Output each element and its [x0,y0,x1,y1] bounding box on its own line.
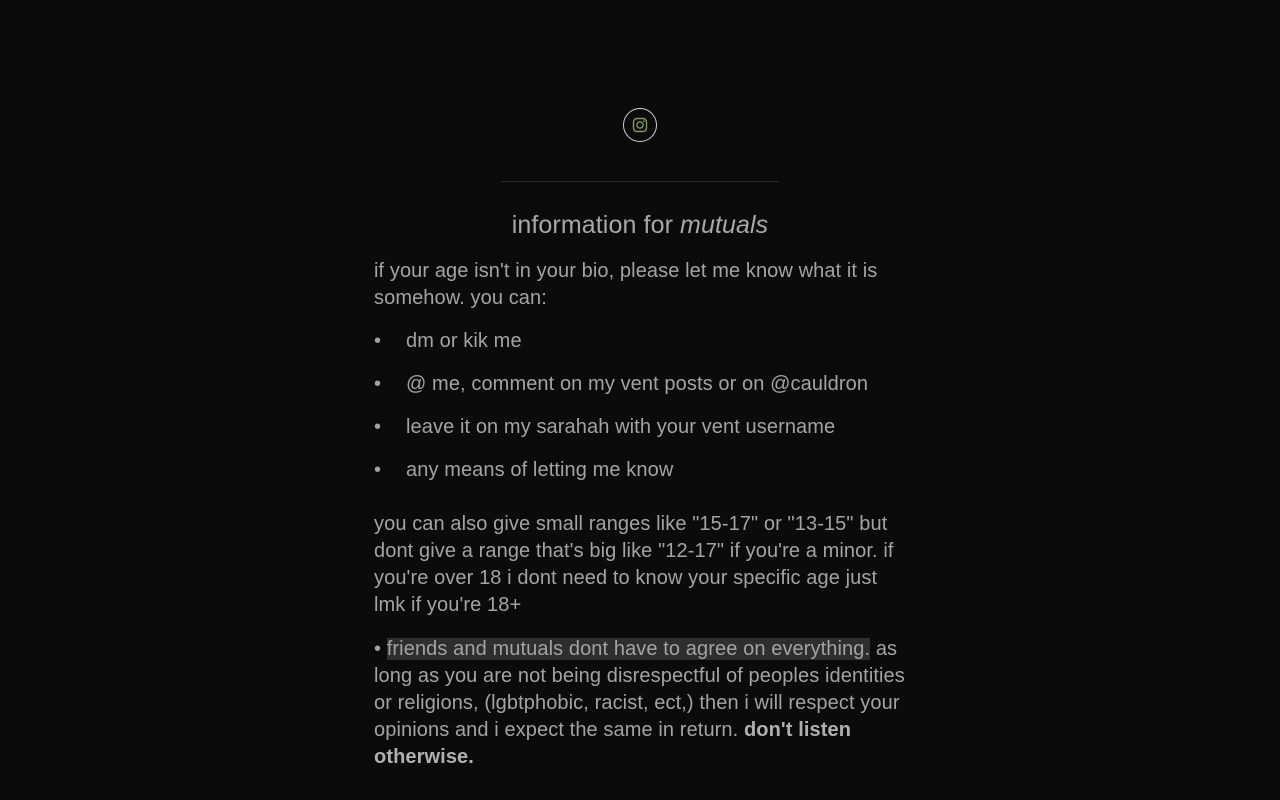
list-item-text: leave it on my sarahah with your vent username [406,416,836,438]
intro-paragraph: if your age isn't in your bio, please let me know what it is somehow. you can: [374,260,878,309]
bullet: • [374,373,382,395]
bullet: • [374,416,382,438]
bullet: • [374,330,382,352]
bullet: • [374,459,382,481]
ranges-paragraph: you can also give small ranges like "15-17" or "13-15" but dont give a range that's big like "12-17" if you're a minor. if you're over 18 i dont need to know your specific age just lmk if you're 18+ [374,513,894,616]
list-item [374,328,906,355]
list-item-text: @ me, comment on my vent posts or on @cauldron [406,373,869,395]
list-item-text: any means of letting me know [406,459,674,481]
paragraph-body: as long as you are not being disrespectful of peoples identities or religions, (lgbtphobic, racist, ect,) then i will respect your opinions and i expect the same in return. [374,638,905,741]
instagram-icon [632,117,648,133]
title-emphasis: mutuals [680,211,769,239]
post-content [374,208,906,771]
bold-text: don't listen otherwise. [374,719,852,768]
page-title [374,208,906,242]
list-item [374,414,906,441]
list-item [374,371,906,398]
contact-options-list [374,328,906,484]
paragraph-bullet: • [374,638,387,660]
list-item [374,457,906,484]
title-prefix: information for [511,211,681,239]
highlighted-text: friends and mutuals dont have to agree on everything. [386,638,871,660]
list-item-text: dm or kik me [406,330,522,352]
section-divider [501,181,779,182]
respect-paragraph [374,636,906,771]
instagram-link[interactable] [623,108,657,142]
